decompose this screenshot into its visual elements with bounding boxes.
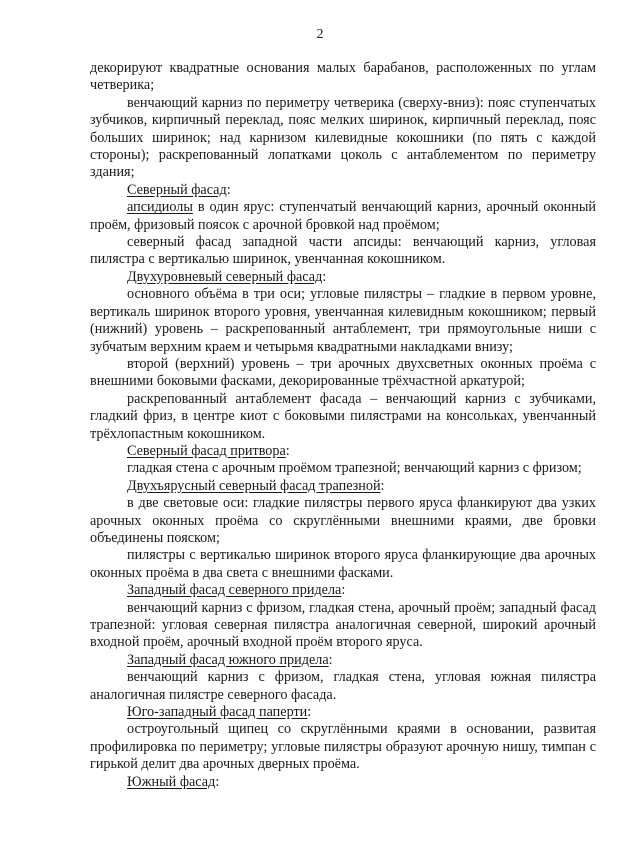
heading-south-facade: Южный фасад: <box>127 773 220 790</box>
heading-two-level-north-text: Двухуровневый северный фасад <box>127 268 323 285</box>
paragraph-apsidioles <box>90 199 596 234</box>
heading-two-level-north: Двухуровневый северный фасад: <box>127 268 327 285</box>
heading-southwest-porch: Юго-западный фасад паперти: <box>127 704 312 721</box>
paragraph-west-south-chapel: венчающий карниз с фризом, гладкая стена, угловая южная пилястра аналогичная пилястре северного фасада. <box>90 669 596 703</box>
heading-west-north-chapel-text: Западный фасад северного придела <box>127 582 342 599</box>
heading-north-porch: Северный фасад притвора: <box>127 442 290 459</box>
heading-north-facade-text: Северный фасад <box>127 181 227 198</box>
heading-west-north-chapel: Западный фасад северного придела: <box>127 582 346 599</box>
paragraph-main-volume: основного объёма в три оси; угловые пилястры – гладкие в первом уровне, вертикаль ширинок второго уровня, увенчанная килевидным кокошником; первый (нижний) уровень – раскрепованный антаблемент, три прямоугольные ниши с зубчатым верхним краем и четырьмя квадратными накладками внизу; <box>90 286 596 355</box>
paragraph-cornice: венчающий карниз по периметру четверика (сверху-вниз): пояс ступенчатых зубчиков, кирпичный переклад, пояс мелких ширинок, кирпичный переклад, пояс больших ширинок; над карнизом килевидные кокошники (по пять с каждой стороны); раскрепованный лопатками цоколь с антаблементом по периметру здания; <box>90 94 596 181</box>
apsidioles-text: в один ярус: ступенчатый венчающий карниз, арочный оконный проём, фризовый поясок с арочной бровкой над проёмом; <box>90 199 596 233</box>
page-number: 2 <box>316 27 324 42</box>
paragraph-west-north-chapel: венчающий карниз с фризом, гладкая стена, арочный проём; западный фасад трапезной: угловая северная пилястра аналогичная северной, широкий арочный входной проём, арочный входной проём второго яруса. <box>90 599 596 651</box>
heading-north-facade: Северный фасад: <box>127 181 231 198</box>
paragraph-upper-level: второй (верхний) уровень – три арочных двухсветных оконных проёма с внешними боковыми фасками, декорированные трёхчастной аркатурой; <box>90 355 596 390</box>
paragraph-north-west-apse: северный фасад западной части апсиды: венчающий карниз, угловая пилястра с вертикалью ширинок, увенчанная кокошником. <box>90 234 596 268</box>
heading-south-facade-text: Южный фасад <box>127 773 216 790</box>
heading-west-south-chapel-text: Западный фасад южного придела <box>127 651 329 668</box>
paragraph-intro: декорируют квадратные основания малых барабанов, расположенных по углам четверика; <box>90 60 596 94</box>
paragraph-refectory-pilasters: пилястры с вертикалью ширинок второго яруса фланкирующие два арочных оконных проёма в два света с внешними фасками. <box>90 547 596 581</box>
heading-refectory: Двухъярусный северный фасад трапезной: <box>127 477 385 494</box>
paragraph-entablature: раскрепованный антаблемент фасада – венчающий карниз с зубчиками, гладкий фриз, в центре киот с боковыми пилястрами на консольках, увенчанный трёхлопастным кокошником. <box>90 390 596 442</box>
heading-refectory-text: Двухъярусный северный фасад трапезной <box>127 477 381 494</box>
paragraph-refectory-axes: в две световые оси: гладкие пилястры первого яруса фланкируют два узких арочных оконных проёма со скруглёнными внешними краями, две бровки объединены пояском; <box>90 495 596 546</box>
document-body <box>90 60 596 791</box>
paragraph-southwest-porch: остроугольный щипец со скруглёнными краями в основании, развитая профилировка по периметру; угловые пилястры образуют арочную нишу, тимпан с гирькой делит два арочных дверных проёма. <box>90 721 596 773</box>
heading-southwest-porch-text: Юго-западный фасад паперти <box>127 704 308 721</box>
paragraph-porch: гладкая стена с арочным проёмом трапезной; венчающий карниз с фризом; <box>127 460 582 477</box>
apsidioles-term: апсидиолы <box>127 199 193 216</box>
heading-west-south-chapel: Западный фасад южного придела: <box>127 651 333 668</box>
heading-north-porch-text: Северный фасад притвора <box>127 442 286 459</box>
